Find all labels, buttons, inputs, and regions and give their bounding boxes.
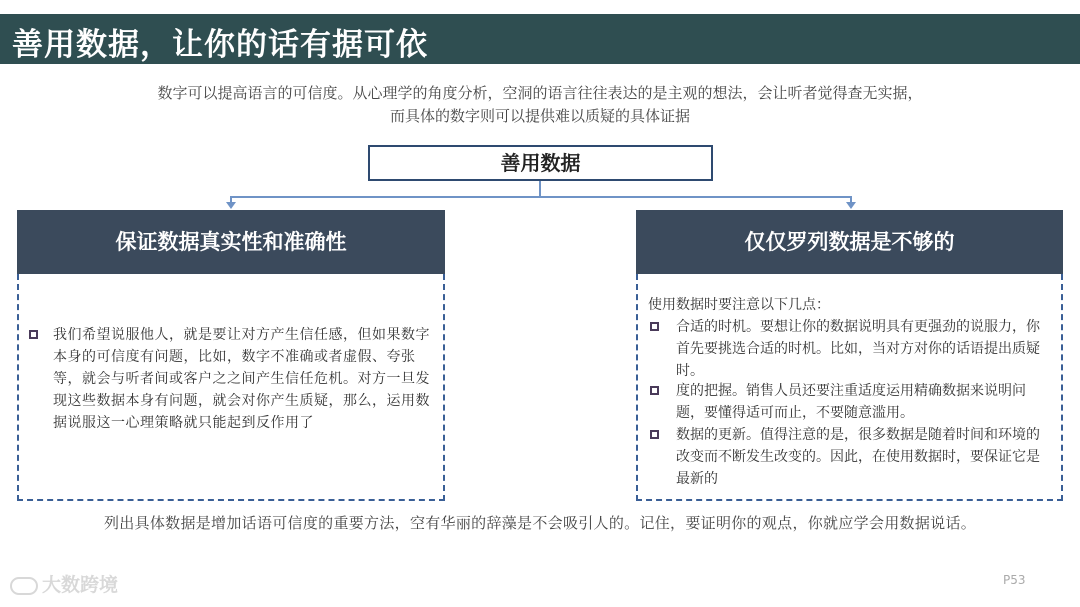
right-list-item: 度的把握。销售人员还要注重适度运用精确数据来说明问题，要懂得适可而止，不要随意滥用。 [676, 383, 1026, 421]
connector-stem [539, 181, 541, 197]
title-bar [0, 14, 1080, 64]
right-list-item: 数据的更新。值得注意的是，很多数据是随着时间和环境的改变而不断发生改变的。因此，在使用数据时，要保证它是最新的 [676, 427, 1040, 487]
intro-line-1: 数字可以提高语言的可信度。从心理学的角度分析，空洞的语言往往表达的是主观的想法，会让听者觉得查无实据， [157, 84, 923, 102]
footer-summary: 列出具体数据是增加话语可信度的重要方法，空有华丽的辞藻是不会吸引人的。记住，要证明你的观点，你就应学会用数据说话。 [103, 514, 977, 532]
watermark [10, 570, 118, 597]
arrow-right-icon [846, 202, 856, 209]
page-title: 善用数据，让你的话有据可依 [12, 27, 428, 63]
right-panel-body [636, 274, 1063, 501]
right-list-item: 合适的时机。要想让你的数据说明具有更强劲的说服力，你首先要挑选合适的时机。比如，当对方对你的话语提出质疑时。 [676, 319, 1040, 379]
arrow-left-icon [226, 202, 236, 209]
page-number: P53 [1003, 573, 1026, 587]
left-panel-body [17, 274, 445, 501]
bullet-square-icon [650, 322, 659, 331]
bullet-square-icon [650, 430, 659, 439]
bullet-square-icon [29, 330, 38, 339]
left-panel-text: 我们希望说服他人，就是要让对方产生信任感，但如果数字本身的可信度有问题，比如，数字不准确或者虚假、夸张等，就会与听者间或客户之之间产生信任危机。对方一旦发现这些数据本身有问题，就会对你产生质疑，那么，运用数据说服这一心理策略就只能起到反作用了 [53, 327, 430, 431]
bullet-square-icon [650, 386, 659, 395]
right-panel-intro: 使用数据时要注意以下几点： [648, 297, 830, 313]
left-panel-header: 保证数据真实性和准确性 [17, 210, 445, 274]
center-topic-box: 善用数据 [368, 145, 713, 181]
intro-line-2: 而具体的数字则可以提供难以质疑的具体证据 [389, 107, 690, 125]
watermark-logo-icon [10, 577, 38, 595]
intro-paragraph [20, 82, 1060, 128]
watermark-text: 大数跨境 [42, 574, 119, 596]
connector-horizontal [230, 196, 852, 198]
right-panel-header: 仅仅罗列数据是不够的 [636, 210, 1063, 274]
